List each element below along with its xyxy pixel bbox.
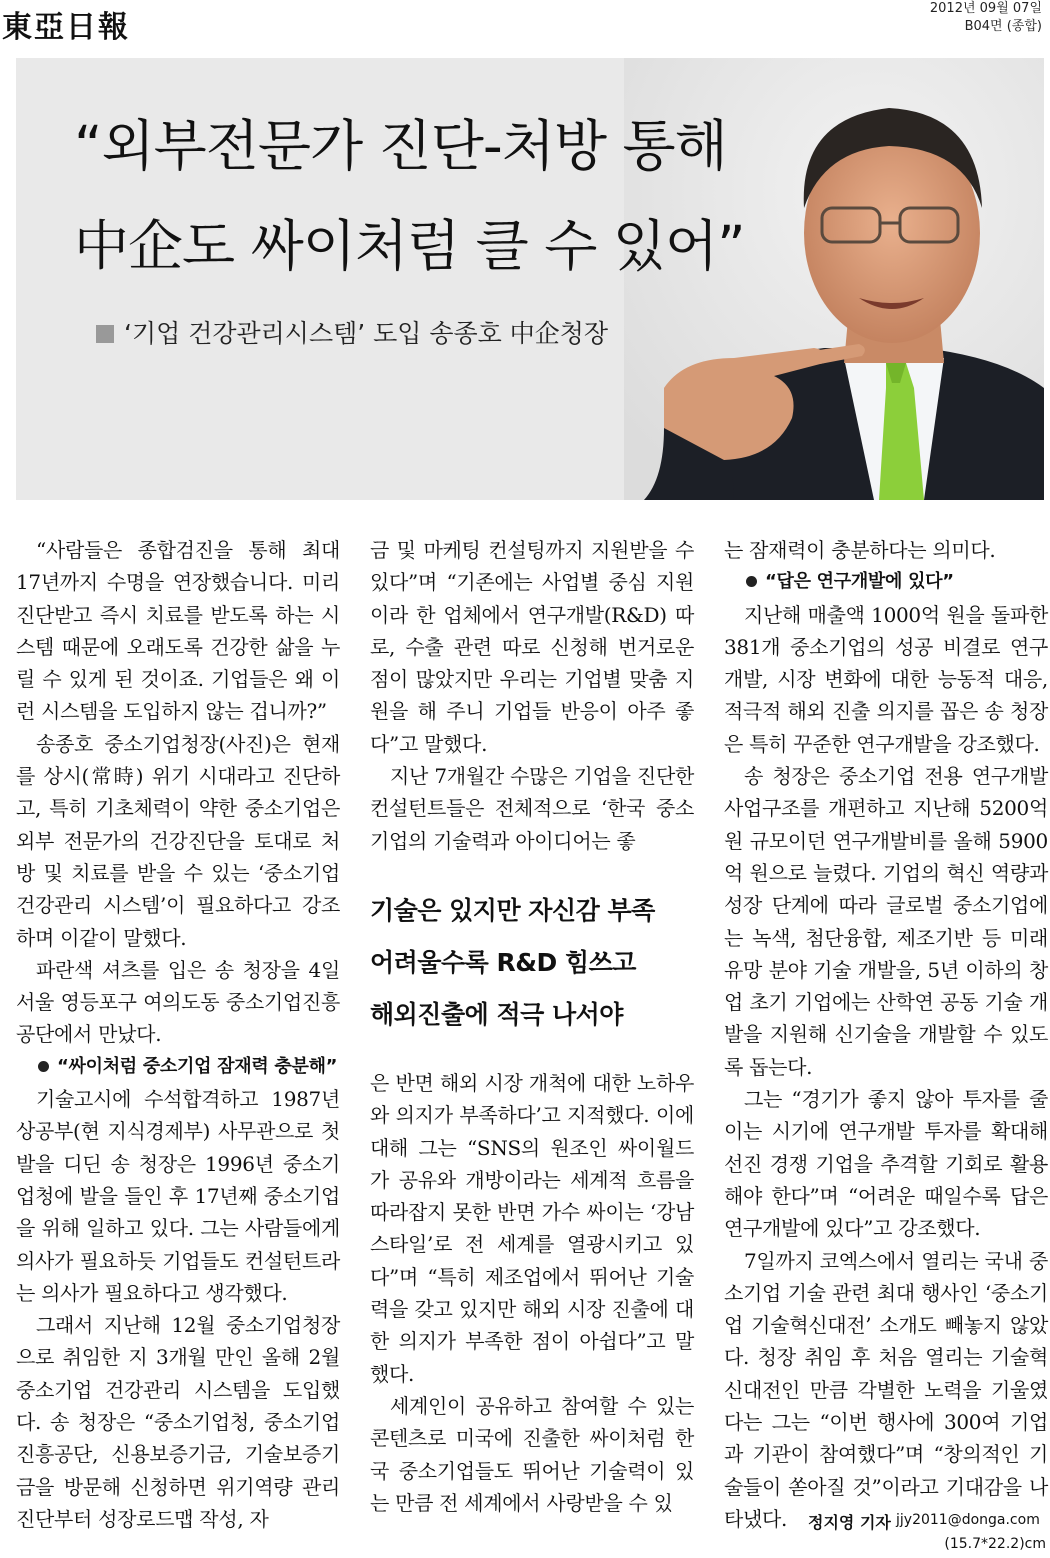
column-1: [16, 534, 340, 1535]
article-size: (15.7*22.2)cm: [944, 1536, 1046, 1552]
bullet-dot-icon: [38, 1061, 49, 1072]
paragraph: “사람들은 종합검진을 통해 최대 17년까지 수명을 연장했습니다. 미리 진단받고 즉시 치료를 받도록 하는 시스템 때문에 오래도록 건강한 삶을 누릴 수 있게 된 것이죠. 기업들은 왜 이런 시스템을 도입하지 않는 겁니까?”: [16, 538, 340, 724]
pull-quote-line: 해외진출에 적극 나서야: [370, 999, 623, 1029]
column-2: [370, 534, 694, 1519]
headline-banner: [16, 58, 1044, 500]
paragraph: 지난해 매출액 1000억 원을 돌파한 381개 중소기업의 성공 비결로 연구개발, 시장 변화에 대한 능동적 대응, 적극적 해외 진출 의지를 꼽은 송 청장은 특히 꾸준한 연구개발을 강조했다.: [724, 602, 1048, 756]
subheadline-text: ‘기업 건강관리시스템’ 도입 송종호 中企청장: [124, 319, 609, 348]
masthead: [0, 0, 1050, 52]
pull-quote: [370, 885, 694, 1041]
headline-line-1: “외부전문가 진단-처방 통해: [74, 114, 727, 178]
bullet-dot-icon: [746, 576, 757, 587]
byline: [16, 1510, 1046, 1558]
pull-quote-line: 어려울수록 R&D 힘쓰고: [370, 947, 636, 977]
paragraph: 그는 “경기가 좋지 않아 투자를 줄이는 시기에 연구개발 투자를 확대해 선진 경쟁 기업을 추격할 기회로 활용해야 한다”며 “어려운 때일수록 답은 연구개발에 있다”고 강조했다.: [724, 1087, 1048, 1241]
paragraph: 금 및 마케팅 컨설팅까지 지원받을 수 있다”며 “기존에는 사업별 중심 지원이라 한 업체에서 연구개발(R&D) 따로, 수출 관련 따로 신청해 번거로운 점이 많았지만 우리는 기업별 맞춤 지원을 해 주니 기업들 반응이 아주 좋다”고 말했다.: [370, 538, 694, 756]
paragraph: 송종호 중소기업청장(사진)은 현재를 상시(常時) 위기 시대라고 진단하고, 특히 기초체력이 약한 중소기업은 외부 전문가의 건강진단을 토대로 처방 및 치료를 받을 수 있는 ‘중소기업 건강관리 시스템’이 필요하다고 강조하며 이같이 말했다.: [16, 731, 340, 950]
issue-date: 2012년 09월 07일: [929, 1, 1042, 16]
author-name: 정지영 기자: [808, 1513, 891, 1532]
pull-quote-line: 기술은 있지만 자신감 부족: [370, 895, 655, 925]
square-bullet-icon: [96, 325, 114, 343]
paragraph: 세계인이 공유하고 참여할 수 있는 콘텐츠로 미국에 진출한 싸이처럼 한국 중소기업들도 뛰어난 기술력이 있는 만큼 전 세계에서 사랑받을 수 있: [370, 1393, 694, 1515]
paragraph: 은 반면 해외 시장 개척에 대한 노하우와 의지가 부족하다’고 지적했다. 이에 대해 그는 “SNS의 원조인 싸이월드가 공유와 개방이라는 세계적 흐름을 따라잡지 못한 반면 가수 싸이는 ‘강남스타일’로 전 세계를 열광시키고 있다”며 “특히 제조업에서 뛰어난 기술력을 갖고 있지만 해외 시장 진출에 대한 의지가 부족한 점이 아쉽다”고 말했다.: [370, 1070, 694, 1386]
section-heading: “싸이처럼 중소기업 잠재력 충분해”: [16, 1051, 340, 1083]
column-3: [724, 534, 1048, 1535]
headline-line-2: 中企도 싸이처럼 클 수 있어”: [74, 214, 745, 278]
paragraph: 기술고시에 수석합격하고 1987년 상공부(현 지식경제부) 사무관으로 첫발을 디딘 송 청장은 1996년 중소기업청에 발을 들인 후 17년째 중소기업을 위해 일하고 있다. 그는 사람들에게 의사가 필요하듯 기업들도 컨설턴트라는 의사가 필요하다고 생각했다.: [16, 1087, 340, 1305]
headline: [74, 96, 745, 296]
paragraph: 7일까지 코엑스에서 열리는 국내 중소기업 기술 관련 최대 행사인 ‘중소기업 기술혁신대전’ 소개도 빼놓지 않았다. 청장 취임 후 처음 열리는 기술혁신대전인 만큼 각별한 노력을 기울였다는 그는 “이번 행사에 300여 기업과 기관이 참여했다”며 “창의적인 기술들이 쏟아질 것”이라고 기대감을 나타냈다.: [724, 1248, 1048, 1531]
subheadline: [96, 314, 608, 350]
paragraph: 는 잠재력이 충분하다는 의미다.: [724, 538, 996, 562]
paragraph: 그래서 지난해 12월 중소기업청장으로 취임한 지 3개월 만인 올해 2월 중소기업 건강관리 시스템을 도입했다. 송 청장은 “중소기업청, 중소기업진흥공단, 신용보증기금, 기술보증기금을 방문해 신청하면 위기역량 관리 진단부터 성장로드맵 작성, 자: [16, 1313, 340, 1531]
paragraph: 송 청장은 중소기업 전용 연구개발 사업구조를 개편하고 지난해 5200억 원 규모이던 연구개발비를 올해 5900억 원으로 늘렸다. 기업의 혁신 역량과 성장 단계에 따라 글로벌 중소기업에는 녹색, 첨단융합, 제조기반 등 미래 유망 분야 기술 개발을, 5년 이하의 창업 초기 기업에는 산학연 공동 기술 개발을 지원해 신기술을 개발할 수 있도록 돕는다.: [724, 764, 1048, 1079]
paragraph: 파란색 셔츠를 입은 송 청장을 4일 서울 영등포구 여의도동 중소기업진흥공단에서 만났다.: [16, 957, 340, 1047]
issue-meta: [930, 0, 1042, 36]
paragraph: 지난 7개월간 수많은 기업을 진단한 컨설턴트들은 전체적으로 ‘한국 중소기업의 기술력과 아이디어는 좋: [370, 764, 694, 853]
author-email[interactable]: jjy2011@donga.com: [896, 1512, 1040, 1528]
section-heading: “답은 연구개발에 있다”: [724, 566, 1048, 598]
page-number: B04면 (종합): [964, 19, 1042, 34]
newspaper-logo: 東亞日報: [2, 10, 130, 45]
